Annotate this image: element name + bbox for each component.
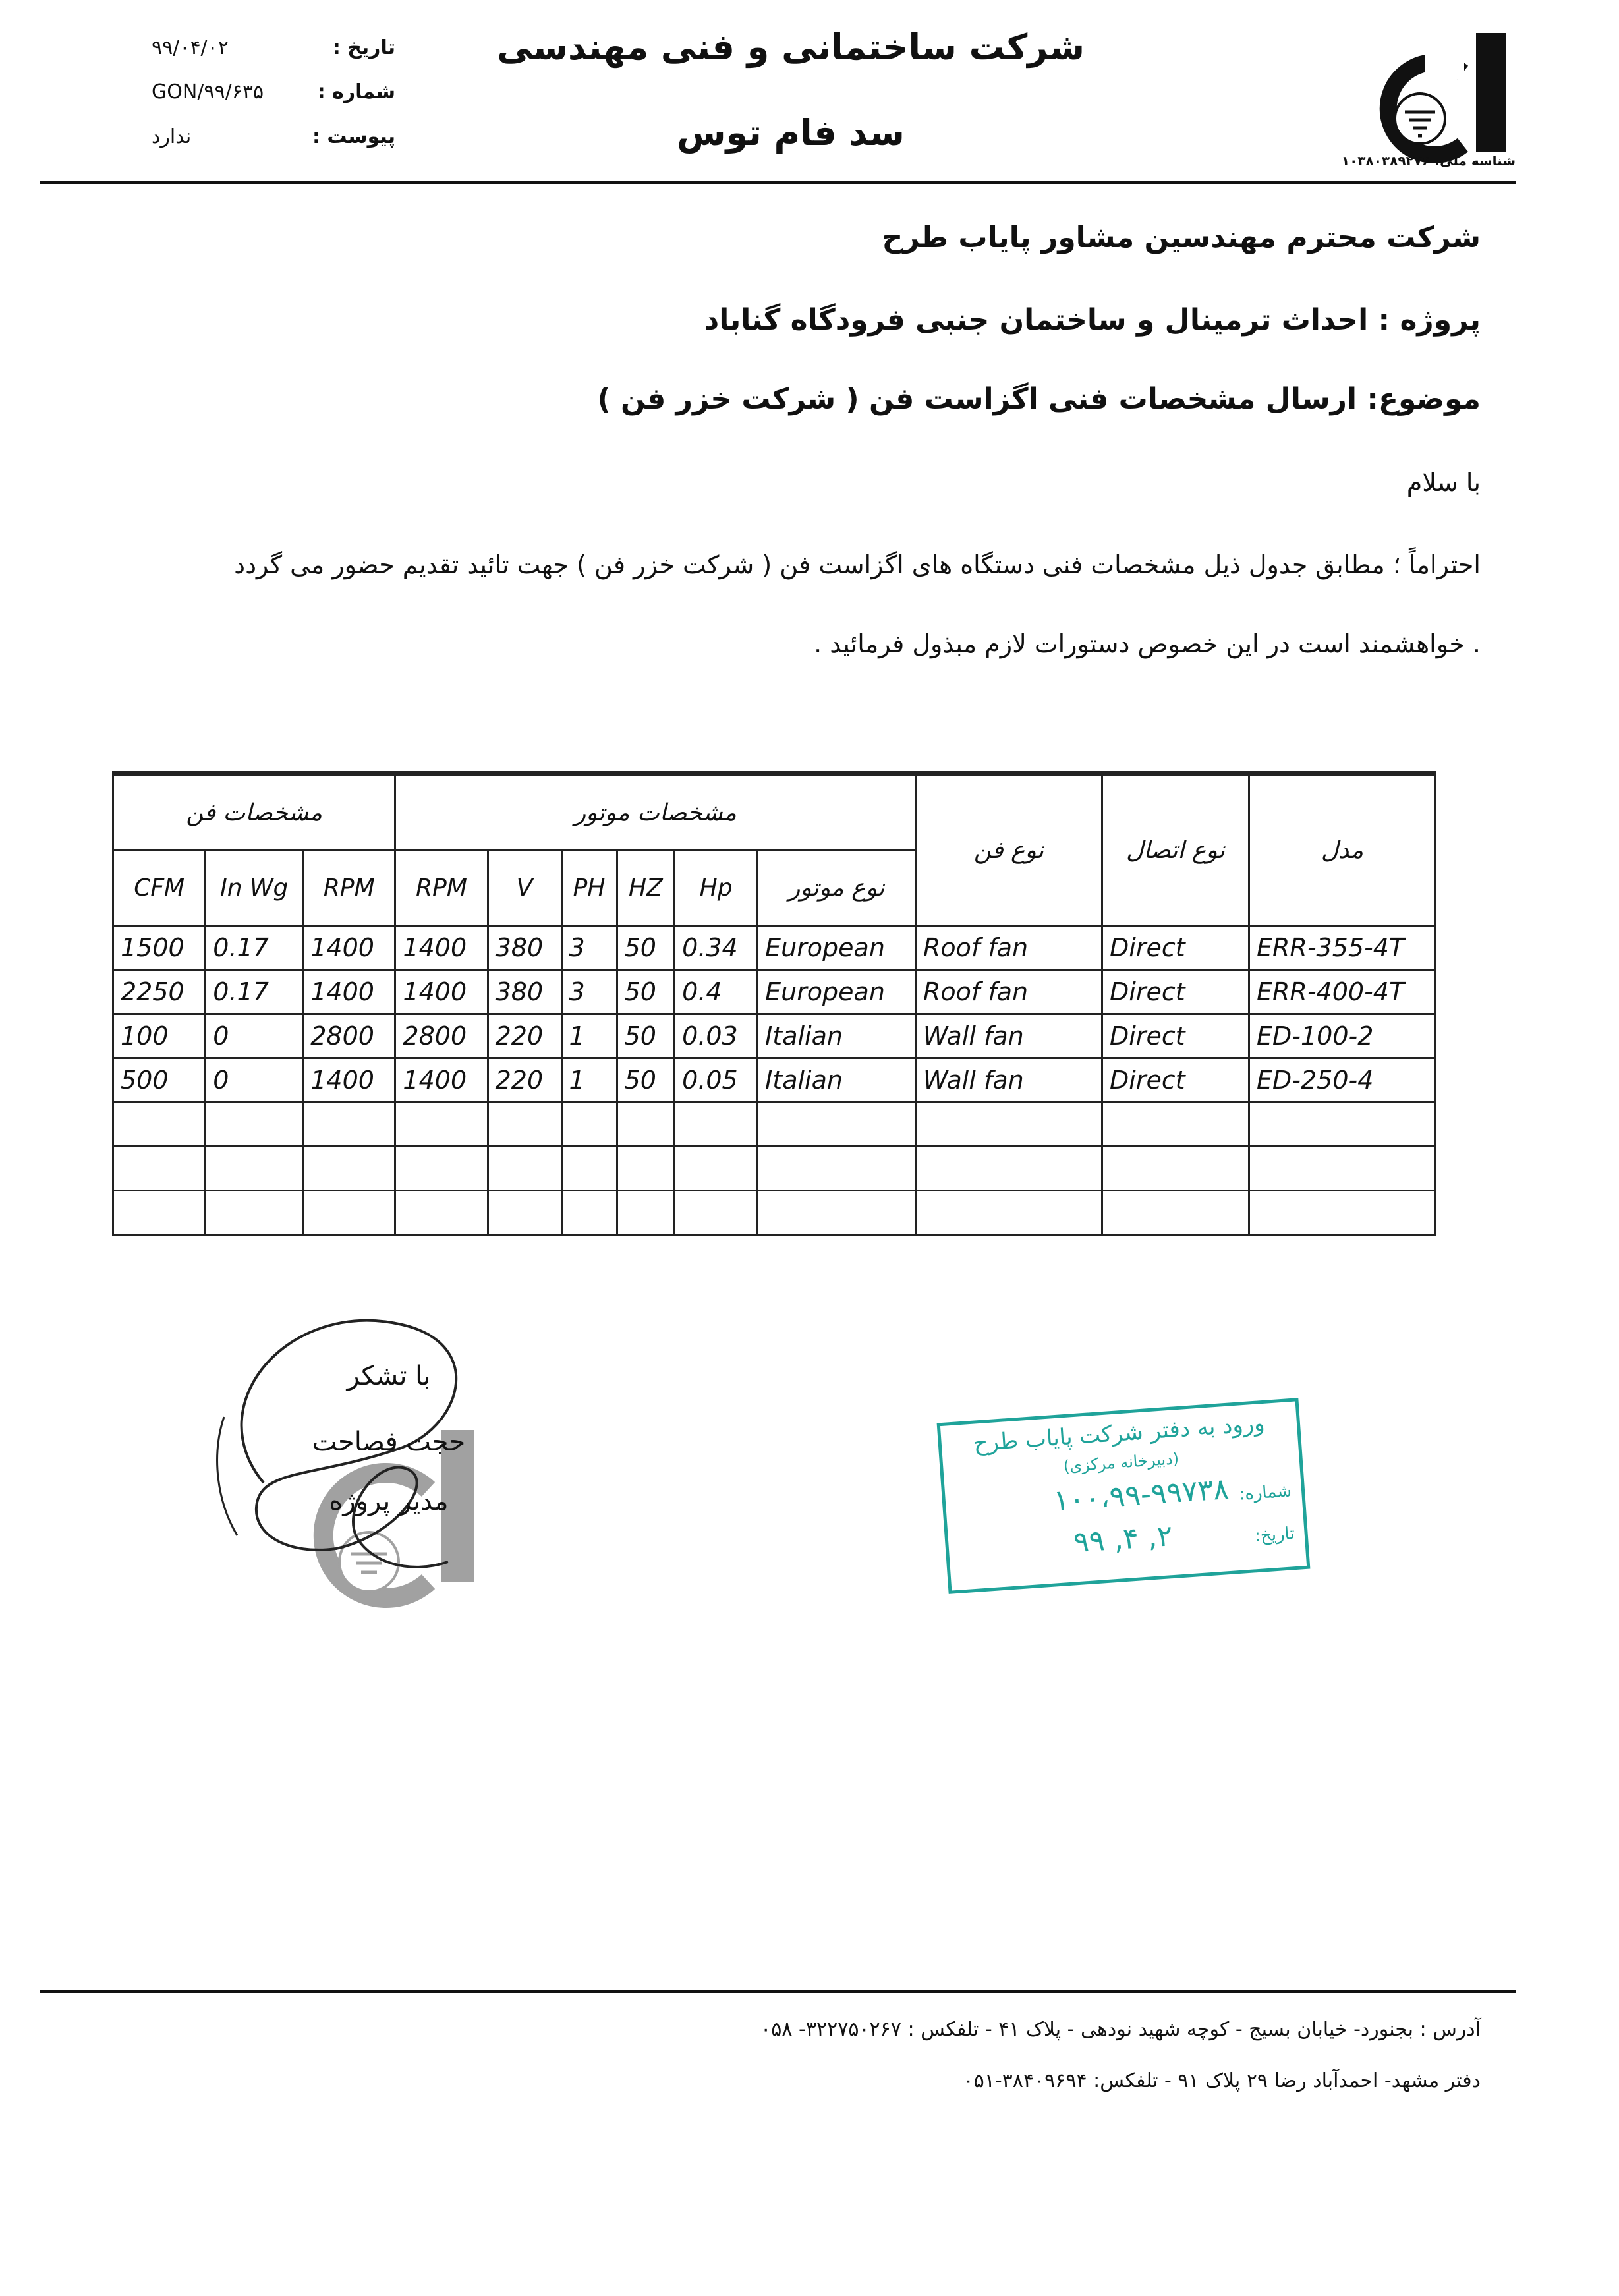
cell-motor-rpm: 1400 [395, 926, 488, 970]
attachment-value: ندارد [152, 125, 192, 148]
cell-fan-rpm: 2800 [303, 1014, 395, 1058]
national-id: شناسه ملی: ۱۰۳۸۰۳۸۹۲۷۶ [1341, 153, 1516, 169]
col-connection: نوع اتصال [1102, 776, 1249, 926]
cell-ph: 1 [561, 1058, 617, 1103]
cell-motor-type: Italian [758, 1058, 916, 1103]
footer-address-1: آدرس : بجنورد- خیابان بسیج - کوچه شهید نودهی - پلاک ۴۱ - تلفکس : ۳۲۲۷۵۰۲۶۷- ۰۵۸ [760, 2018, 1481, 2041]
footer-address-2: دفتر مشهد- احمدآباد رضا ۲۹ پلاک ۹۱ - تلفکس: ۳۸۴۰۹۶۹۴-۰۵۱ [963, 2069, 1481, 2092]
closing-thanks: با تشکر [347, 1361, 431, 1391]
cell-in-wg: 0 [206, 1058, 303, 1103]
recipient: شرکت محترم مهندسین مشاور پایاب طرح [882, 221, 1481, 254]
col-ph: PH [561, 851, 617, 926]
number-row [132, 80, 395, 120]
col-fan-rpm: RPM [303, 851, 395, 926]
col-motor-rpm: RPM [395, 851, 488, 926]
stamp-number-label: شماره: [1238, 1481, 1293, 1505]
cell-in-wg: 0.17 [206, 970, 303, 1014]
number-label: شماره : [317, 80, 395, 103]
cell-connection: Direct [1102, 1014, 1249, 1058]
col-v: V [488, 851, 561, 926]
date-label: تاریخ : [332, 36, 395, 59]
date-value: ۹۹/۰۴/۰۲ [152, 36, 229, 59]
attachment-row [132, 125, 395, 165]
table-row [113, 1058, 1436, 1103]
cell-connection: Direct [1102, 1058, 1249, 1103]
cell-fan-type: Wall fan [916, 1014, 1102, 1058]
table-blank-row [113, 1191, 1436, 1235]
col-model: مدل [1249, 776, 1436, 926]
fan-spec-table [112, 774, 1436, 1236]
header-divider [40, 181, 1516, 184]
cell-hz: 50 [617, 1014, 675, 1058]
table-top-rule [112, 771, 1436, 774]
paragraph-2: . خواهشمند است در این خصوص دستورات لازم مبذول فرمائید . [814, 629, 1481, 658]
company-name: شرکت ساختمانی و فنی مهندسی [497, 26, 1085, 68]
col-in-wg: In Wg [206, 851, 303, 926]
footer-divider [40, 1990, 1516, 1993]
cell-cfm: 2250 [113, 970, 206, 1014]
cell-model: ERR-355-4T [1249, 926, 1436, 970]
cell-in-wg: 0.17 [206, 926, 303, 970]
cell-fan-rpm: 1400 [303, 970, 395, 1014]
cell-ph: 1 [561, 1014, 617, 1058]
table-row [113, 1014, 1436, 1058]
project-line: پروژه : احداث ترمینال و ساختمان جنبی فرودگاه گناباد [704, 303, 1481, 337]
cell-hp: 0.34 [675, 926, 758, 970]
company-subname: سد فام توس [677, 112, 905, 154]
col-fan-type: نوع فن [916, 776, 1102, 926]
col-cfm: CFM [113, 851, 206, 926]
cell-connection: Direct [1102, 970, 1249, 1014]
cell-model: ERR-400-4T [1249, 970, 1436, 1014]
cell-fan-type: Wall fan [916, 1058, 1102, 1103]
signer-name: حجت فصاحت [312, 1427, 466, 1457]
stamp-date-value: ۹۹ ,۴ ,۲ [1072, 1519, 1174, 1560]
stamp-date-label: تاریخ: [1254, 1524, 1295, 1547]
col-fan-specs: مشخصات فن [113, 776, 395, 851]
cell-in-wg: 0 [206, 1014, 303, 1058]
cell-v: 220 [488, 1058, 561, 1103]
attachment-label: پیوست : [312, 125, 395, 148]
cell-motor-type: European [758, 926, 916, 970]
cell-v: 380 [488, 926, 561, 970]
number-value: GON/۹۹/۶۳۵ [152, 80, 264, 103]
cell-model: ED-250-4 [1249, 1058, 1436, 1103]
cell-hp: 0.05 [675, 1058, 758, 1103]
cell-model: ED-100-2 [1249, 1014, 1436, 1058]
table-row [113, 926, 1436, 970]
cell-fan-rpm: 1400 [303, 1058, 395, 1103]
table-header-row [113, 776, 1436, 851]
stamp-subtitle: (دبیرخانه مرکزی) [1062, 1449, 1179, 1476]
cell-fan-rpm: 1400 [303, 926, 395, 970]
cell-hz: 50 [617, 926, 675, 970]
cell-ph: 3 [561, 926, 617, 970]
col-motor-type: نوع موتور [758, 851, 916, 926]
stamp-title: ورود به دفتر شرکت پایاب طرح [973, 1410, 1266, 1457]
receipt-stamp [937, 1398, 1311, 1594]
cell-v: 220 [488, 1014, 561, 1058]
cell-cfm: 1500 [113, 926, 206, 970]
greeting: با سلام [1406, 468, 1481, 497]
paragraph-1: احتراماً ؛ مطابق جدول ذیل مشخصات فنی دستگاه های اگزاست فن ( شرکت خزر فن ) جهت تائید تقدیم حضور می گردد [234, 550, 1481, 579]
cell-motor-rpm: 1400 [395, 970, 488, 1014]
cell-v: 380 [488, 970, 561, 1014]
date-row [132, 36, 395, 76]
stamp-number-value: ۱۰۰،۹۹-۹۹۷۳۸ [1052, 1472, 1230, 1518]
signer-title: مدیر پروژه [329, 1486, 449, 1516]
cell-connection: Direct [1102, 926, 1249, 970]
cell-fan-type: Roof fan [916, 926, 1102, 970]
cell-motor-rpm: 1400 [395, 1058, 488, 1103]
col-motor-specs: مشخصات موتور [395, 776, 916, 851]
cell-hp: 0.03 [675, 1014, 758, 1058]
cell-hz: 50 [617, 970, 675, 1014]
cell-fan-type: Roof fan [916, 970, 1102, 1014]
col-hz: HZ [617, 851, 675, 926]
table-blank-row [113, 1103, 1436, 1147]
cell-hz: 50 [617, 1058, 675, 1103]
cell-hp: 0.4 [675, 970, 758, 1014]
col-hp: Hp [675, 851, 758, 926]
cell-ph: 3 [561, 970, 617, 1014]
subject-line: موضوع: ارسال مشخصات فنی اگزاست فن ( شرکت خزر فن ) [597, 382, 1481, 416]
cell-motor-rpm: 2800 [395, 1014, 488, 1058]
cell-cfm: 500 [113, 1058, 206, 1103]
table-blank-row [113, 1147, 1436, 1191]
cell-motor-type: European [758, 970, 916, 1014]
cell-cfm: 100 [113, 1014, 206, 1058]
table-row [113, 970, 1436, 1014]
cell-motor-type: Italian [758, 1014, 916, 1058]
